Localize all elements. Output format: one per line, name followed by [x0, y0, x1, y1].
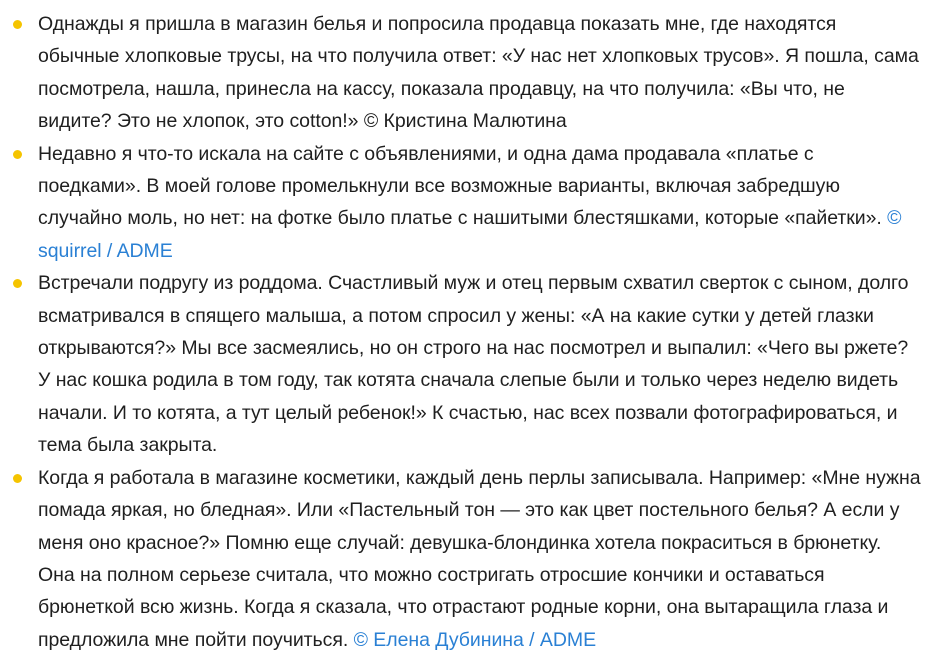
bullet-icon	[13, 20, 22, 29]
author-credit-link[interactable]: © squirrel / ADME	[38, 207, 902, 262]
story-item	[0, 8, 933, 138]
bullet-icon	[13, 279, 22, 288]
story-text: Недавно я что-то искала на сайте с объявлениями, и одна дама продавала «платье с поедками». В моей голове промелькнули все возможные варианты, включая забредшую случайно моль, но нет: на фотке было платье с нашитыми блестяшками, которые «пайетки».	[38, 142, 888, 230]
story-text: Встречали подругу из роддома. Счастливый муж и отец первым схватил сверток с сыном, долго всматривался в спящего малыша, а потом спросил у жены: «А на какие сутки у детей глазки открываются?» Мы все засмеялись, но он строго на нас посмотрел и выпалил: «Чего вы ржете? У нас кошка родила в том году, так котята сначала слепые были и только через неделю видеть начали. И то котята, а тут целый ребенок!» К счастью, нас всех позвали фотографироваться, и тема была закрыта.	[38, 272, 909, 457]
story-item	[0, 138, 933, 268]
story-text: Когда я работала в магазине косметики, каждый день перлы записывала. Например: «Мне нужна помада яркая, но бледная». Или «Пастельный тон — это как цвет постельного белья? А если у меня оно красное?» Помню еще случай: девушка-блондинка хотела покраситься в брюнетку. Она на полном серьезе считала, что можно состригать отросшие кончики и оставаться брюнеткой всю жизнь. Когда я сказала, что отрастают родные корни, она вытаращила глаза и предложила мне пойти поучиться.	[38, 466, 921, 651]
story-item	[0, 462, 933, 656]
bullet-icon	[13, 474, 22, 483]
story-text: Однажды я пришла в магазин белья и попросила продавца показать мне, где находятся обычные хлопковые трусы, на что получила ответ: «У нас нет хлопковых трусов». Я пошла, сама посмотрела, нашла, принесла на кассу, показала продавцу, на что получила: «Вы что, не видите? Это не хлопок, это cotton!» © Кристина Малютина	[38, 13, 919, 133]
story-item	[0, 267, 933, 461]
bullet-icon	[13, 150, 22, 159]
author-credit-link[interactable]: © Елена Дубинина / ADME	[353, 628, 597, 651]
